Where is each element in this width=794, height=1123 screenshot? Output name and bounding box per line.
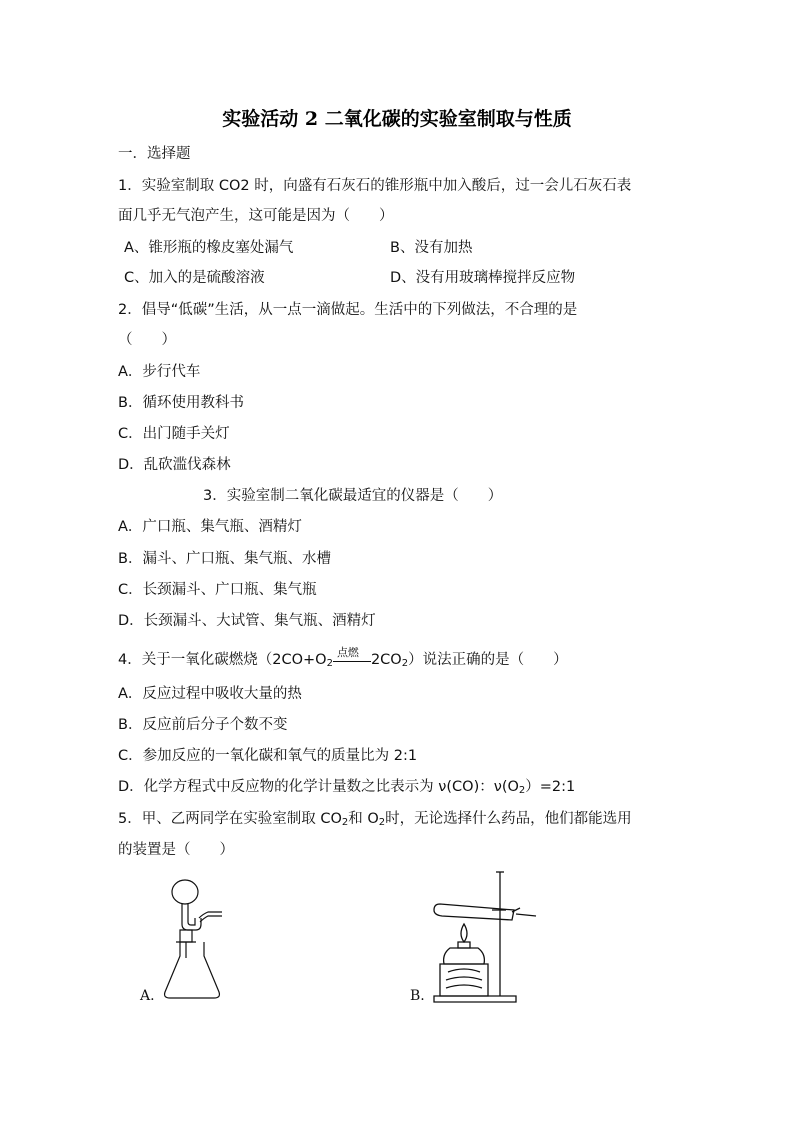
q5-o2-subscript: 2 [378,817,386,828]
q1-option-b: B、没有加热 [390,240,473,256]
q1-option-c: C、加入的是硫酸溶液 [124,270,265,286]
q4-option-d-suffix: ）=2:1 [525,779,576,795]
q3-option-a: A．广口瓶、集气瓶、酒精灯 [118,519,302,535]
q1-stem-line1: 1．实验室制取 CO2 时，向盛有石灰石的锥形瓶中加入酸后，过一会儿石灰石表 [118,178,632,194]
page-title: 实验活动 2 二氧化碳的实验室制取与性质 [222,108,572,130]
q4-option-c: C．参加反应的一氧化碳和氧气的质量比为 2:1 [118,748,418,764]
q4-stem [118,646,568,674]
q3-option-b: B．漏斗、广口瓶、集气瓶、水槽 [118,551,331,567]
q2-stem-line1: 2．倡导“低碳”生活，从一点一滴做起。生活中的下列做法，不合理的是 [118,302,578,318]
reaction-condition [333,646,371,670]
q2-option-a: A．步行代车 [118,364,201,380]
q2-option-b: B．循环使用教科书 [118,395,244,411]
q2-stem-line2: （ ） [118,332,176,348]
q4-co2-subscript: 2 [401,658,409,669]
q1-option-d: D、没有用玻璃棒搅拌反应物 [390,270,576,286]
q2-option-c: C．出门随手关灯 [118,426,230,442]
q4-o2-subscript: 2 [326,658,333,669]
q1-option-a: A、锥形瓶的橡皮塞处漏气 [124,240,294,256]
q5-stem-line1 [118,809,632,833]
apparatus-b-test-tube-heating-figure [430,868,550,1008]
q3-option-d: D．长颈漏斗、大试管、集气瓶、酒精灯 [118,613,376,629]
figure-a-label: A. [140,988,155,1004]
q5-text-b: 和 O [348,811,379,827]
q5-co2-subscript: 2 [341,817,349,828]
q2-option-d: D．乱砍滥伐森林 [118,457,231,473]
q5-stem-line2: 的装置是（ ） [118,842,234,858]
reaction-condition-label: 点燃 [336,646,359,659]
q1-stem-line2: 面几乎无气泡产生，这可能是因为（ ） [118,208,394,224]
q3-stem: 3．实验室制二氧化碳最适宜的仪器是（ ） [203,488,503,504]
q4-stem-suffix: ）说法正确的是（ ） [408,652,568,668]
q3-option-c: C．长颈漏斗、广口瓶、集气瓶 [118,582,317,598]
reaction-arrow-line [333,661,371,662]
apparatus-a-conical-flask-figure [150,872,240,1007]
q4-stem-prefix: 4．关于一氧化碳燃烧（2CO+O [118,652,327,668]
q4-option-d-prefix: D．化学方程式中反应物的化学计量数之比表示为 ν(CO)：ν(O [118,779,519,795]
q4-option-d [118,777,575,801]
figure-b-label: B. [410,988,425,1004]
q4-product: 2CO [370,652,402,668]
q4-option-b: B．反应前后分子个数不变 [118,717,288,733]
q4-option-d-subscript: 2 [518,785,526,796]
section-heading: 一．选择题 [118,146,191,162]
q5-text-a: 5．甲、乙两同学在实验室制取 CO [118,811,342,827]
q4-option-a: A．反应过程中吸收大量的热 [118,686,302,702]
q5-text-c: 时，无论选择什么药品，他们都能选用 [385,811,632,827]
